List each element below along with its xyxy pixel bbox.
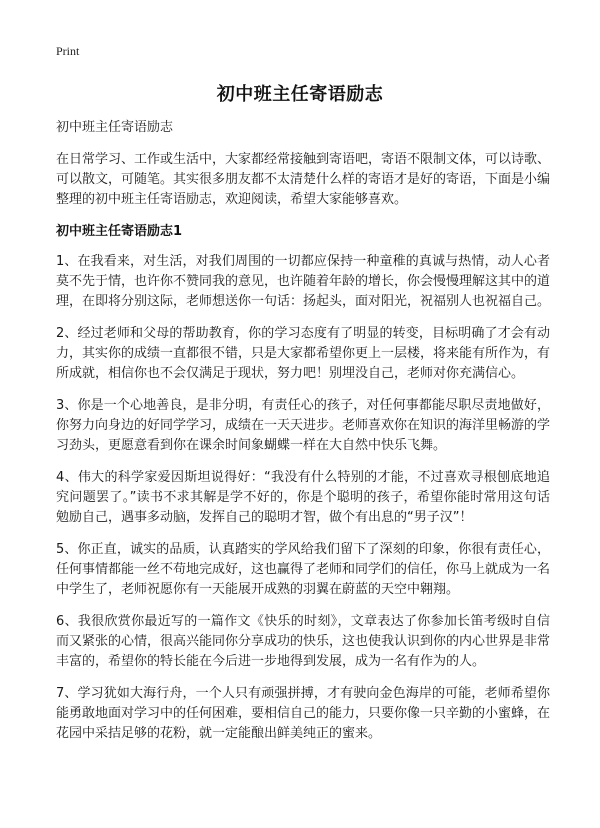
paragraph-2: 2、经过老师和父母的帮助教育，你的学习态度有了明显的转变，目标明确了才会有动力，其实你的成绩一直都很不错，只是大家都希望你更上一层楼，将来能有所作为，有所成就，相信你也不会仅满足于现状，努力吧！别埋没自己，老师对你充满信心。 [56,326,551,381]
section-heading: 初中班主任寄语励志1 [56,224,183,239]
intro-paragraph: 在日常学习、工作或生活中，大家都经常接触到寄语吧，寄语不限制文体，可以诗歌、可以散文，可随笔。其实很多朋友都不太清楚什么样的寄语才是好的寄语，下面是小编整理的初中班主任寄语励志，欢迎阅读，希望大家能够喜欢。 [56,152,551,207]
print-link[interactable]: Print [56,44,80,58]
paragraph-1: 1、在我看来，对生活，对我们周围的一切都应保持一种童稚的真诚与热情，动人心者莫不先于情，也许你不赞同我的意见，也许随着年龄的增长，你会慢慢理解这其中的道理，在即将分别这际，老师想送你一句话：扬起头，面对阳光，祝福别人也祝福自己。 [56,254,551,309]
article-subtitle: 初中班主任寄语励志 [56,120,174,135]
paragraph-6: 6、我很欣赏你最近写的一篇作文《快乐的时刻》，文章表达了你参加长笛考级时自信而又紧张的心情，很高兴能同你分享成功的快乐，这也使我认识到你的内心世界是非常丰富的，希望你的特长能在今后进一步地得到发展，成为一名有作为的人。 [56,614,551,669]
paragraph-4: 4、伟大的科学家爱因斯坦说得好：“我没有什么特别的才能，不过喜欢寻根刨底地追究问题罢了。”读书不求其解是学不好的，你是个聪明的孩子，希望你能时常用这句话勉励自己，遇事多动脑，发挥自己的聪明才智，做个有出息的“男子汉”！ [56,470,550,525]
paragraph-5: 5、你正直，诚实的品质，认真踏实的学风给我们留下了深刻的印象，你很有责任心，任何事情都能一丝不苟地完成好，这也赢得了老师和同学们的信任，你马上就成为一名中学生了，老师祝愿你有一天能展开成熟的羽翼在蔚蓝的天空中翱翔。 [56,542,551,597]
page-title: 初中班主任寄语励志 [216,84,384,105]
article-body [56,118,550,756]
paragraph-7: 7、学习犹如大海行舟，一个人只有顽强拼搏，才有驶向金色海岸的可能，老师希望你能勇敢地面对学习中的任何困难，要相信自己的能力，只要你像一只辛勤的小蜜蜂，在花园中采拮足够的花粉，就一定能酿出鲜美纯正的蜜来。 [56,686,551,741]
paragraph-3: 3、你是一个心地善良，是非分明，有责任心的孩子，对任何事都能尽职尽责地做好，你努力向身边的好同学学习，成绩在一天天进步。老师喜欢你在知识的海洋里畅游的学习劲头，更愿意看到你在课余时间象蝴蝶一样在大自然中快乐飞舞。 [56,398,551,453]
